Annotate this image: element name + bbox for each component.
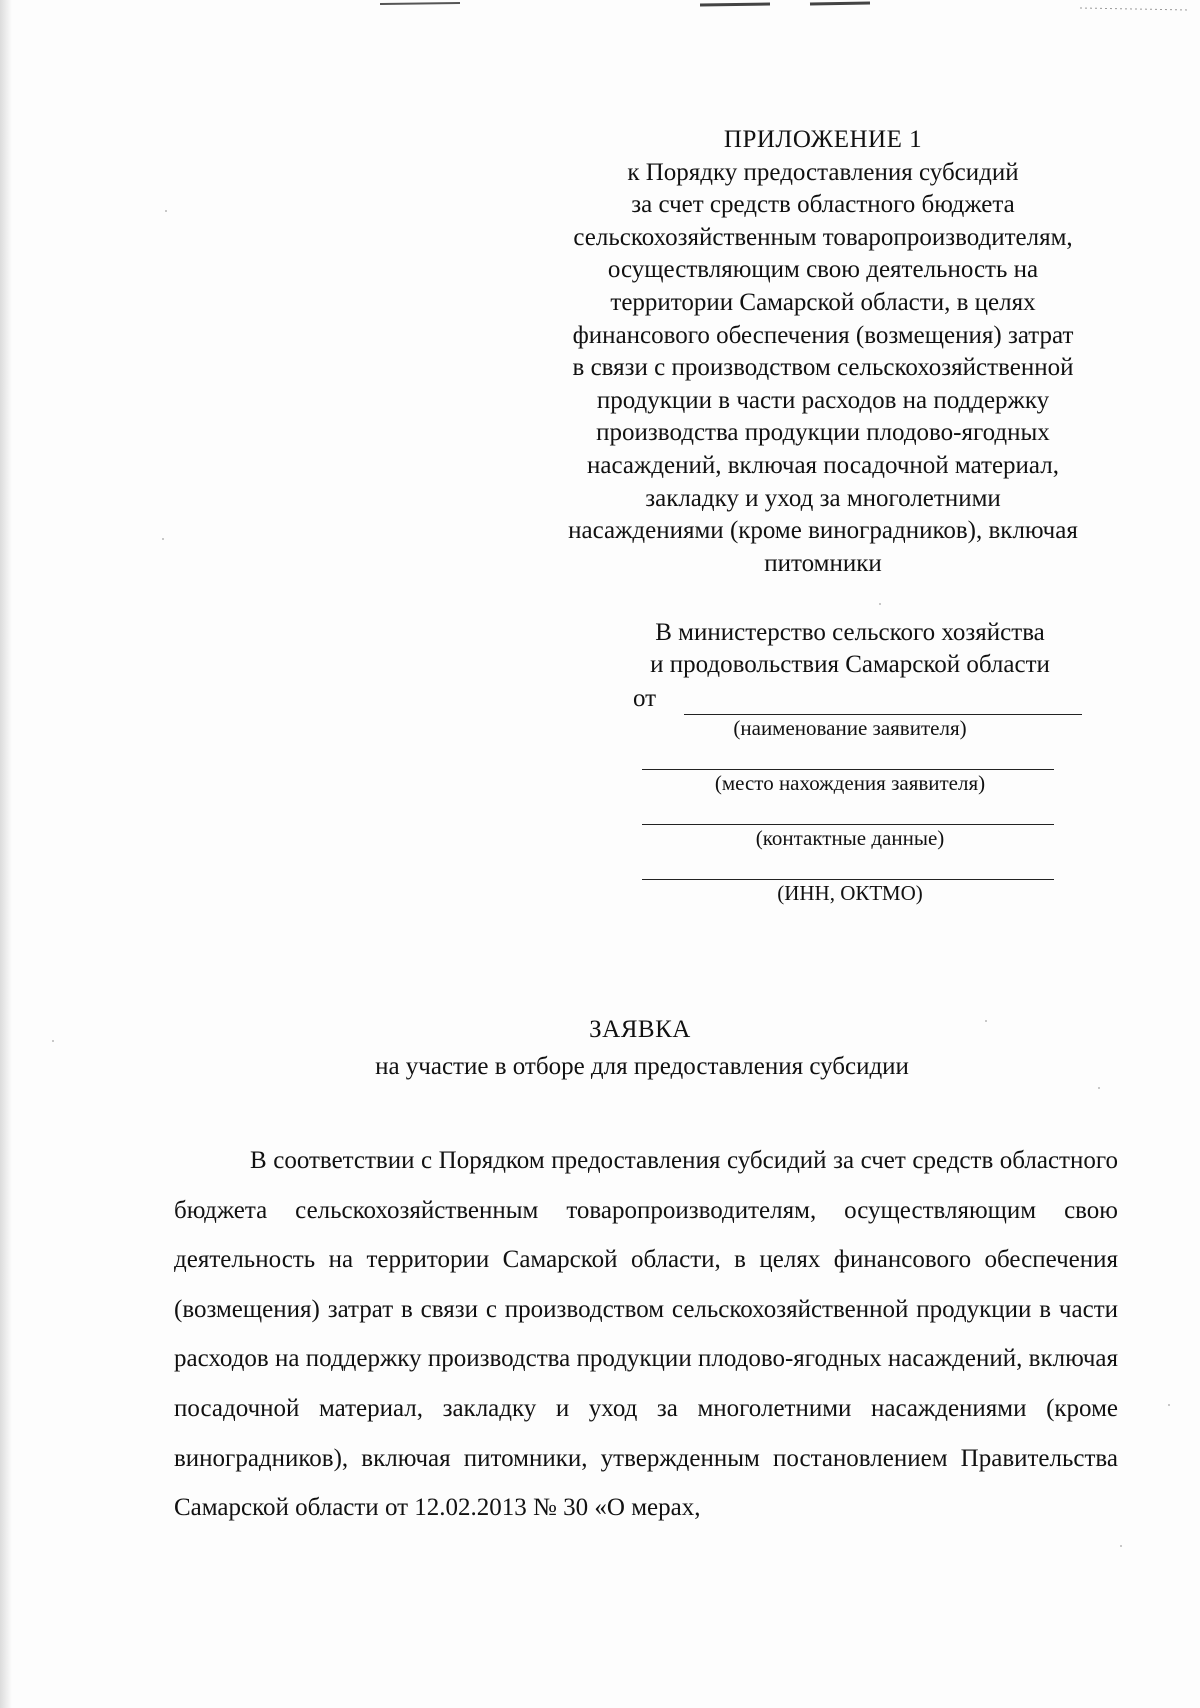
appendix-line: финансового обеспечения (возмещения) затрат: [572, 321, 1074, 349]
appendix-line: насаждений, включая посадочной материал,: [587, 451, 1059, 479]
scan-speck: [879, 603, 881, 605]
from-label: от: [633, 685, 657, 712]
scan-speck: [1098, 1087, 1100, 1089]
appendix-line: за счет средств областного бюджета: [631, 191, 1015, 219]
applicant-name-field[interactable]: [684, 688, 1082, 715]
scan-speck: [1120, 1545, 1122, 1547]
addressee-ministry-cont: и продовольствия Самарской области: [650, 651, 1050, 678]
body-paragraph: В соответствии с Порядком предоставления субсидий за счет средств областного бюджета сельскохозяйственным товаропроизводителям, осуществляющим свою деятельность на территории Самарской области, в целях финансового обеспечения (возмещения) затрат в связи с производством сельскохозяйственной продукции в части расходов на поддержку производства продукции плодово-ягодных насаждений, включая посадочной материал, закладку и уход за многолетними насаждениями (кроме виноградников), включая питомники, утвержденным постановлением Правительства Самарской области от 12.02.2013 № 30 «О мерах,: [174, 1147, 1118, 1522]
appendix-line: к Порядку предоставления субсидий: [627, 158, 1019, 186]
addressee-block: [610, 617, 1090, 906]
appendix-line: насаждениями (кроме виноградников), включая: [568, 517, 1078, 545]
appendix-line: производства продукции плодово-ягодных: [596, 419, 1050, 447]
appendix-line: питомники: [764, 549, 882, 577]
scan-edge-artifact: [0, 0, 1200, 14]
appendix-line: в связи с производством сельскохозяйственной: [572, 354, 1074, 382]
scan-speck: [165, 210, 167, 212]
caption-applicant-location: (место нахождения заявителя): [714, 771, 986, 795]
scan-speck: [162, 538, 164, 540]
document-title: ЗАЯВКА: [589, 1016, 691, 1043]
appendix-title: ПРИЛОЖЕНИЕ 1: [723, 126, 923, 153]
applicant-location-field[interactable]: [642, 741, 1054, 770]
scan-left-shadow: [0, 0, 12, 1708]
caption-inn-oktmo: (ИНН, ОКТМО): [777, 881, 923, 905]
from-row: [610, 681, 1090, 715]
appendix-line: осуществляющим свою деятельность на: [607, 256, 1039, 284]
scan-speck: [1168, 1404, 1170, 1406]
caption-contacts: (контактные данные): [755, 826, 945, 850]
addressee-ministry: В министерство сельского хозяйства: [655, 619, 1045, 646]
appendix-header: [528, 124, 1118, 580]
appendix-line: продукции в части расходов на поддержку: [596, 386, 1050, 414]
appendix-line: сельскохозяйственным товаропроизводителям,: [573, 223, 1073, 251]
applicant-inn-field[interactable]: [642, 851, 1054, 880]
applicant-contacts-field[interactable]: [642, 796, 1054, 825]
caption-applicant-name: (наименование заявителя): [733, 716, 967, 740]
appendix-line: территории Самарской области, в целях: [610, 288, 1036, 316]
document-subtitle: на участие в отборе для предоставления субсидии: [375, 1053, 909, 1080]
appendix-line: закладку и уход за многолетними: [645, 484, 1001, 512]
